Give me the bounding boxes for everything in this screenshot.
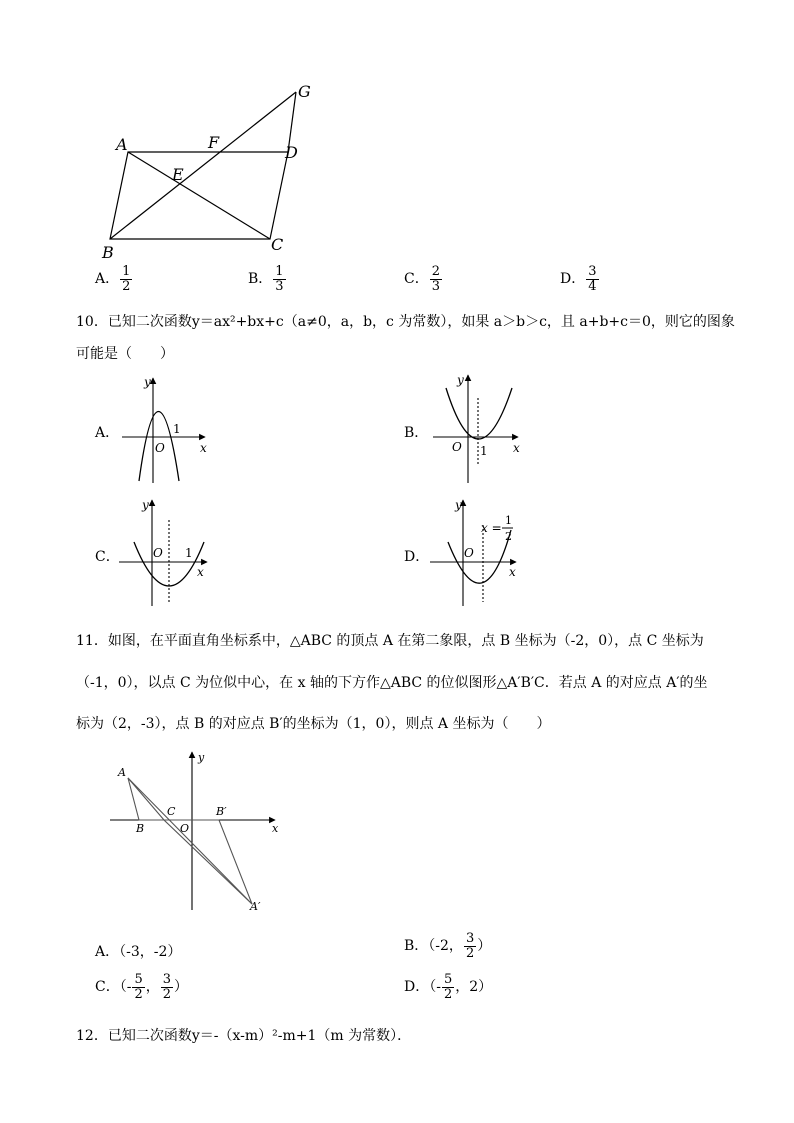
q9-option-c[interactable] [404,265,443,293]
q9-figure [95,78,325,263]
origin-label: O [153,546,163,560]
q11-figure [105,748,290,913]
q10-graph-b[interactable] [428,370,528,485]
q11-label-a-prime: A′ [250,900,261,913]
q9-option-letter: A． [95,271,120,288]
q9-option-d[interactable] [560,265,600,293]
q11-option-text: （-3，-2） [119,944,182,960]
q9-option-b[interactable] [248,265,287,293]
fraction: $\frac{2}{3}$ [431,264,440,294]
origin-label: O [452,440,462,454]
axis-x-label: x [200,441,207,455]
q10-option-c-letter[interactable]: C． [95,549,120,565]
origin-label: O [155,441,165,455]
tick-one-label: 1 [173,422,181,436]
axis-eq-num: 1 [505,514,512,527]
q9-label-b: B [102,243,114,262]
q11-label-b: B [136,822,145,835]
q10-stem-line2: 可能是（ ） [76,346,174,362]
q9-option-letter: D． [560,271,586,288]
q11-label-c: C [167,805,176,818]
fraction: $\frac{5}{2}$ [443,972,453,1002]
q11-stem-line2: （-1，0），以点 C 为位似中心，在 x 轴的下方作△ABC 的位似图形△A′B′C．若点 A 的对应点 A′的坐 [76,675,708,691]
origin-label: O [464,546,474,560]
q9-label-a: A [116,135,128,154]
q10-stem-line1: 10．已知二次函数y＝ax²+bx+c（a≠0，a，b，c 为常数），如果 a＞b＞c，且 a+b+c＝0，则它的图象 [76,314,735,330]
q11-label-b-prime: B′ [216,805,227,818]
q11-option-text: （- [119,979,132,996]
q10-graph-a[interactable] [115,372,215,487]
fraction: $\frac{3}{2}$ [162,972,172,1002]
q10-graph-c[interactable] [115,495,215,610]
axis-eq-label: x = [481,521,502,535]
fraction: $\frac{1}{3}$ [275,264,284,294]
q11-option-letter: A． [95,944,120,960]
axis-y-label: y [142,498,149,512]
axis-x-label: x [513,441,520,455]
fraction: $\frac{5}{2}$ [134,972,143,1002]
axis-y-label: y [144,375,151,389]
axis-x-label: x [509,565,516,579]
q11-option-d[interactable] [404,973,492,1001]
tick-one-label: 1 [185,546,193,560]
q11-option-c[interactable] [95,973,188,1001]
axis-y-label: y [198,751,205,764]
q10-option-a-letter[interactable]: A． [95,425,120,441]
q11-stem-line3: 标为（2，-3），点 B 的对应点 B′的坐标为（1，0），则点 A 坐标为（ ） [76,716,551,732]
q11-option-a[interactable] [95,941,181,961]
q11-stem-line1: 11．如图，在平面直角坐标系中，△ABC 的顶点 A 在第二象限，点 B 坐标为（-2，0），点 C 坐标为 [76,633,704,649]
q10-option-b-letter[interactable]: B． [404,425,429,441]
q11-option-text-end: ） [174,979,189,996]
q11-option-text-end: ，2） [455,979,493,996]
q9-label-d: D [285,143,298,162]
q9-label-g: G [298,82,311,101]
tick-one-label: 1 [480,444,488,458]
q9-option-a[interactable] [95,265,133,293]
fraction: $\frac{1}{2}$ [122,264,131,294]
axis-eq-den: 2 [505,530,512,543]
fraction: $\frac{3}{4}$ [588,264,597,294]
q9-label-e: E [172,165,184,184]
fraction: $\frac{3}{2}$ [465,931,475,961]
q11-option-text: （-2， [428,938,463,955]
q11-option-text-end: ） [477,938,492,955]
axis-x-label: x [272,822,279,835]
q11-option-letter: B． [404,938,429,955]
q11-label-a: A [118,766,126,779]
q11-option-letter: D． [404,979,430,996]
q9-label-c: C [271,235,284,254]
q9-option-letter: C． [404,271,429,288]
q12-stem-line1: 12．已知二次函数y＝-（x-m）²-m+1（m 为常数）． [76,1028,412,1044]
q11-option-b[interactable] [404,932,491,960]
q9-option-letter: B． [248,271,273,288]
q10-graph-d[interactable] [425,495,525,610]
q9-label-f: F [208,133,220,152]
q11-option-letter: C． [95,979,120,996]
q11-label-o: O [180,822,190,835]
axis-x-label: x [197,565,204,579]
axis-y-label: y [457,373,464,387]
q10-option-d-letter[interactable]: D． [404,549,430,565]
q11-option-text-mid: ， [145,979,160,996]
axis-y-label: y [455,498,462,512]
q11-option-text: （- [429,979,441,996]
